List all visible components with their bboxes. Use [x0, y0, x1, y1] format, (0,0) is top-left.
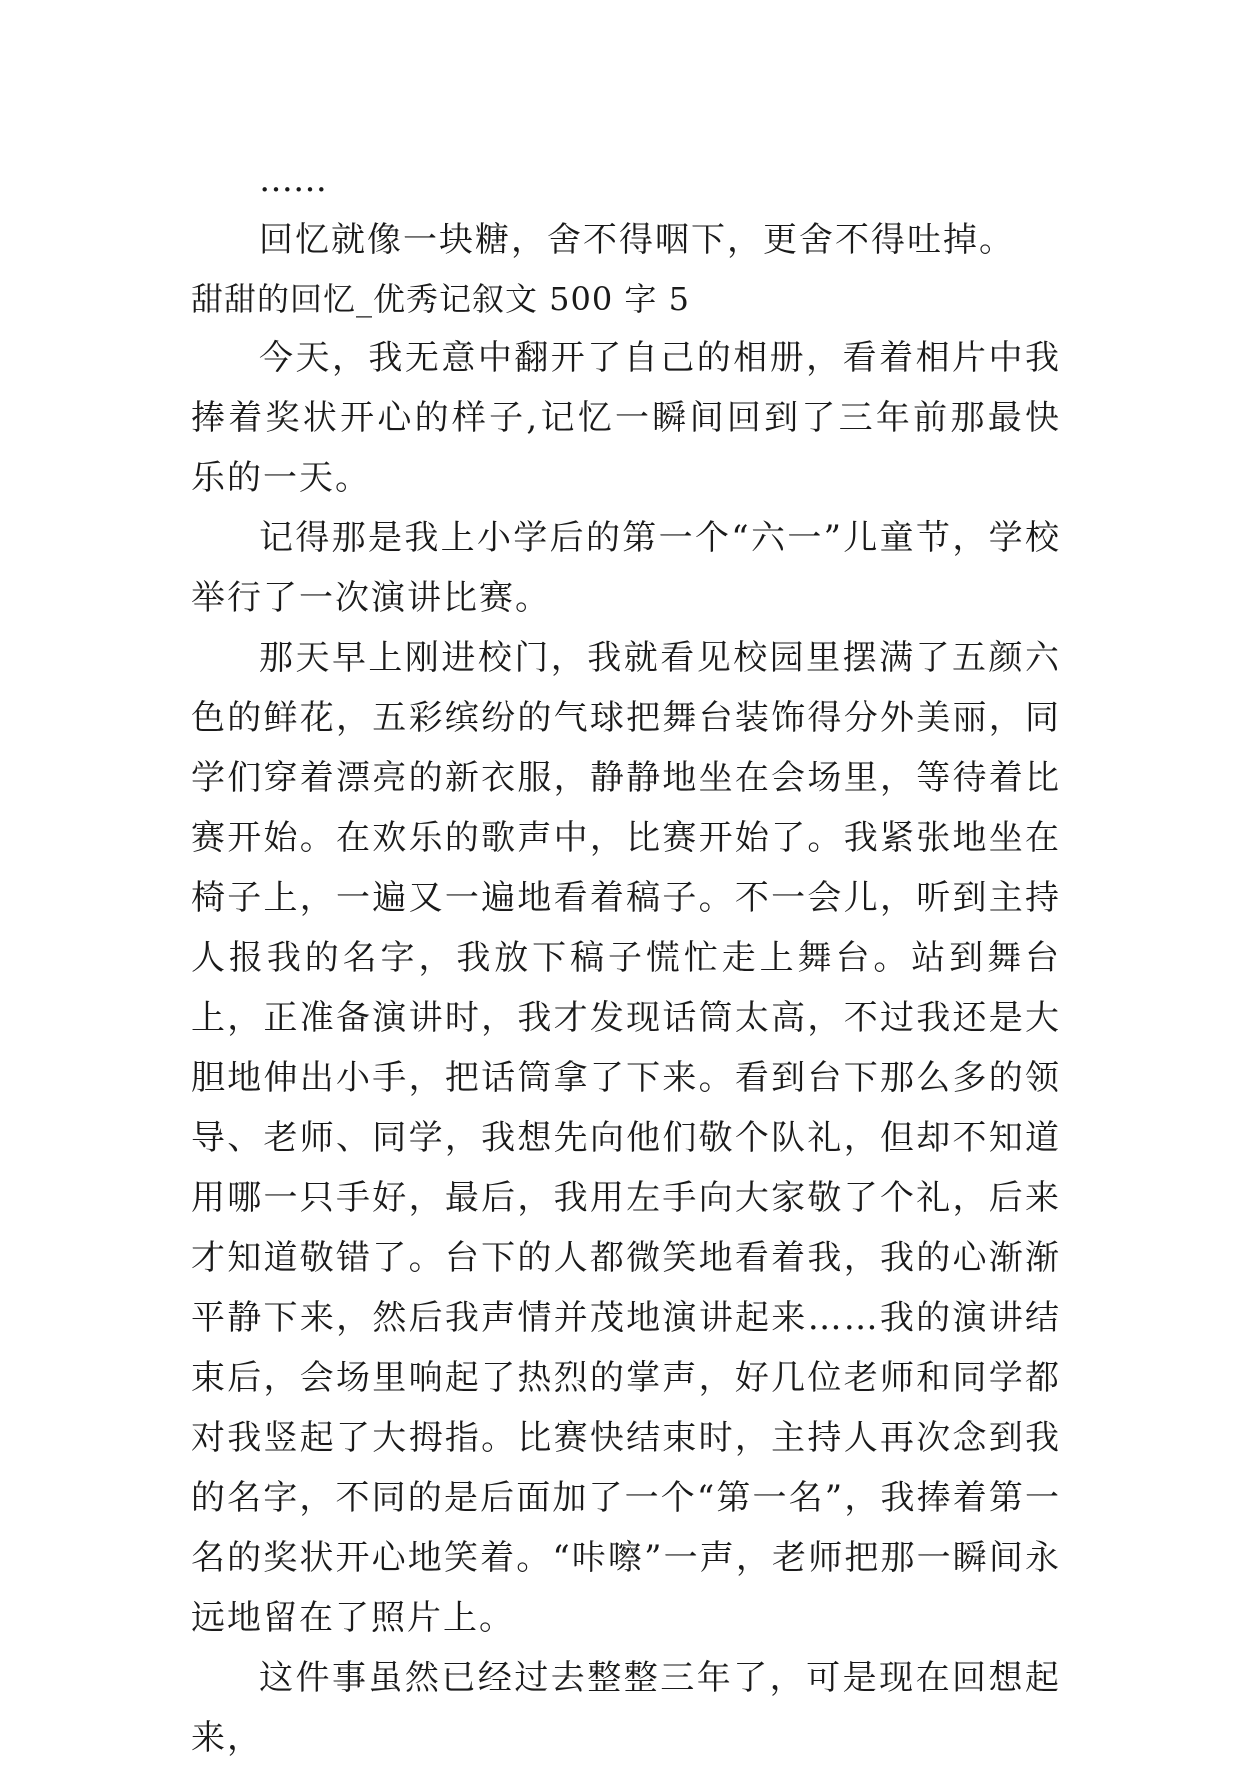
paragraph-3: 那天早上刚进校门，我就看见校园里摆满了五颜六色的鲜花，五彩缤纷的气球把舞台装饰得分外美丽，同学们穿着漂亮的新衣服，静静地坐在会场里，等待着比赛开始。在欢乐的歌声中，比赛开始了。我紧张地坐在椅子上，一遍又一遍地看着稿子。不一会儿，听到主持人报我的名字，我放下稿子慌忙走上舞台。站到舞台上，正准备演讲时，我才发现话筒太高，不过我还是大胆地伸出小手，把话筒拿了下来。看到台下那么多的领导、老师、同学，我想先向他们敬个队礼，但却不知道用哪一只手好，最后，我用左手向大家敬了个礼，后来才知道敬错了。台下的人都微笑地看着我，我的心渐渐平静下来，然后我声情并茂地演讲起来……我的演讲结束后，会场里响起了热烈的掌声，好几位老师和同学都对我竖起了大拇指。比赛快结束时，主持人再次念到我的名字，不同的是后面加了一个“第一名”，我捧着第一名的奖状开心地笑着。“咔嚓”一声，老师把那一瞬间永远地留在了照片上。	[191, 638, 1061, 1638]
essay-title: 甜甜的回忆_优秀记叙文 500 字 5	[191, 280, 690, 318]
document-body	[191, 150, 1061, 1768]
intro-ellipsis: ……	[259, 160, 327, 200]
paragraph-4: 这件事虽然已经过去整整三年了，可是现在回想起来，	[191, 1658, 1061, 1758]
intro-closing-paragraph: 回忆就像一块糖，舍不得咽下，更舍不得吐掉。	[259, 220, 1015, 260]
paragraph-2: 记得那是我上小学后的第一个“六一”儿童节，学校举行了一次演讲比赛。	[191, 518, 1061, 618]
paragraph-1: 今天，我无意中翻开了自己的相册，看着相片中我捧着奖状开心的样子,记忆一瞬间回到了三年前那最快乐的一天。	[191, 338, 1061, 498]
